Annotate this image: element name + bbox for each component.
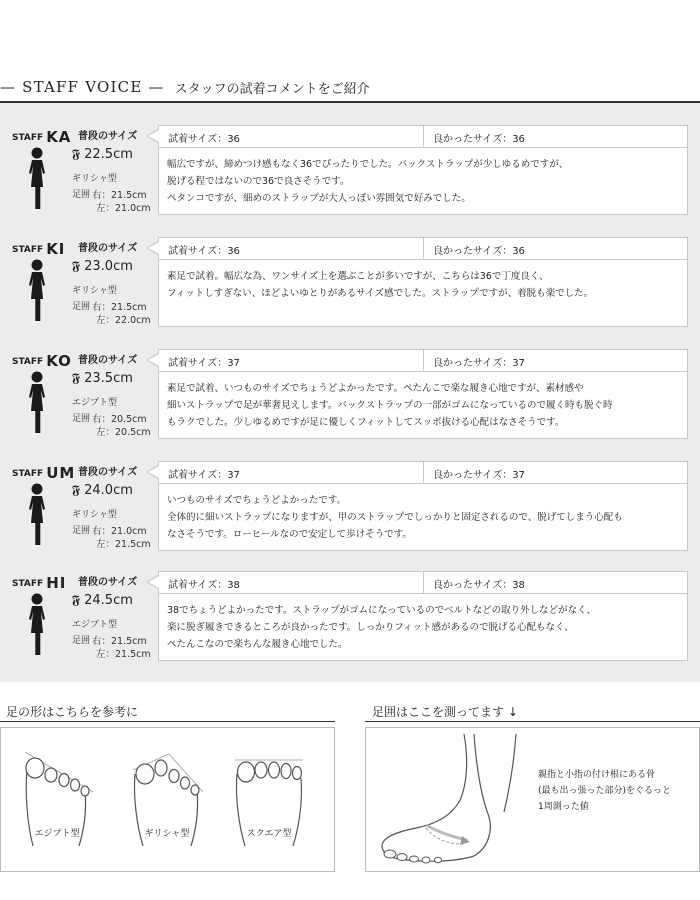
usual-size-number: 23.0cm bbox=[84, 259, 133, 274]
comment-header bbox=[159, 238, 687, 260]
girth-right: 右：20.5cm bbox=[92, 414, 147, 425]
girth-measure-line: 1周測った値 bbox=[538, 802, 589, 812]
comment-line: 細いストラップで足が華奢見えします。バックストラップの一部がゴムになっているので履く時も脱ぐ時 bbox=[167, 400, 613, 411]
staff-label bbox=[12, 461, 76, 482]
comment-line: なさそうです。ローヒールなので安定して歩けそうです。 bbox=[167, 529, 412, 540]
good-size: 良かったサイズ：36 bbox=[433, 246, 525, 257]
good-size: 良かったサイズ：38 bbox=[433, 580, 525, 591]
usual-size-number: 23.5cm bbox=[84, 371, 133, 386]
trial-size: 試着サイズ：37 bbox=[168, 470, 240, 481]
girth-measure-description bbox=[538, 767, 671, 815]
girth-right: 右：21.0cm bbox=[92, 526, 147, 537]
comment-text bbox=[167, 268, 683, 302]
foot-side-illustration bbox=[376, 732, 526, 870]
usual-size-value bbox=[72, 483, 133, 498]
foot-type: エジプト型 bbox=[72, 620, 118, 630]
woman-icon bbox=[24, 147, 50, 211]
comment-header bbox=[159, 350, 687, 372]
girth-guide bbox=[365, 727, 700, 872]
comment-box bbox=[158, 571, 688, 661]
woman-icon bbox=[24, 593, 50, 657]
usual-size-number: 24.0cm bbox=[84, 483, 133, 498]
girth-measure-line: 親指と小指の付け根にある骨 bbox=[538, 770, 656, 780]
staff-size-info bbox=[72, 461, 152, 565]
usual-size-value bbox=[72, 371, 133, 386]
comment-pointer-fill bbox=[148, 242, 159, 254]
staff-label bbox=[12, 237, 72, 257]
comment-text bbox=[167, 380, 683, 431]
staff-voice-title: — STAFF VOICE — bbox=[0, 78, 165, 96]
usual-size-label: 普段のサイズ bbox=[78, 577, 138, 588]
woman-icon bbox=[24, 371, 50, 435]
staff-word: STAFF bbox=[12, 133, 44, 143]
comment-box bbox=[158, 125, 688, 215]
comment-header bbox=[159, 572, 687, 594]
staff-size-info bbox=[72, 571, 152, 675]
staff-initials: KA bbox=[46, 128, 72, 146]
comment-box bbox=[158, 461, 688, 551]
comment-pointer-fill bbox=[148, 576, 159, 588]
trial-size: 試着サイズ：36 bbox=[168, 134, 240, 145]
usual-size-label: 普段のサイズ bbox=[78, 243, 138, 254]
comment-text bbox=[167, 156, 683, 207]
comment-pointer-fill bbox=[148, 130, 159, 142]
good-size: 良かったサイズ：37 bbox=[433, 470, 525, 481]
usual-size-number: 22.5cm bbox=[84, 147, 133, 162]
comment-header bbox=[159, 462, 687, 484]
staff-size-info bbox=[72, 349, 152, 453]
comment-line: 全体的に細いストラップになりますが、甲のストラップでしっかりと固定されるので、脱げてしまう心配も bbox=[167, 512, 623, 523]
staff-word: STAFF bbox=[12, 357, 44, 367]
staff-initials: KO bbox=[46, 352, 72, 370]
girth-label: 足囲 bbox=[72, 526, 91, 536]
staff-initials: KI bbox=[46, 240, 66, 258]
comment-line: もラクでした。少しゆるめですが足に優しくフィットしてスッポ抜ける心配はなさそうです。 bbox=[167, 417, 565, 428]
comment-box bbox=[158, 349, 688, 439]
girth-label: 足囲 bbox=[72, 414, 91, 424]
foot-shape-title-rule bbox=[0, 721, 335, 722]
comment-line: フィットしすぎない、ほどよいゆとりがあるサイズ感でした。ストラップですが、着脱も楽でした。 bbox=[167, 288, 594, 299]
usual-size-number: 24.5cm bbox=[84, 593, 133, 608]
header-divider bbox=[423, 126, 424, 148]
comment-line: 幅広ですが、締めつけ感もなく36でぴったりでした。バックストラップが少しゆるめですが、 bbox=[167, 159, 569, 170]
staff-entry-hi bbox=[0, 571, 700, 675]
staff-label bbox=[12, 125, 72, 145]
usual-size-label: 普段のサイズ bbox=[78, 467, 138, 478]
foot-mark-icon: 𝕱 bbox=[72, 593, 85, 608]
comment-line: いつものサイズでちょうどよかったです。 bbox=[167, 495, 346, 506]
comment-text bbox=[167, 492, 683, 543]
staff-word: STAFF bbox=[12, 245, 44, 255]
girth-guide-title-rule bbox=[365, 721, 700, 722]
girth-right: 右：21.5cm bbox=[92, 190, 147, 201]
girth-left: 左：21.0cm bbox=[96, 203, 151, 214]
woman-icon bbox=[24, 483, 50, 547]
comment-line: 素足で試着、いつものサイズでちょうどよかったです。ぺたんこで楽な履き心地ですが、素材感や bbox=[167, 383, 584, 394]
comment-line: 楽に脱ぎ履きできるところが良かったです。しっかりフィット感があるので脱げる心配もなく、 bbox=[167, 622, 574, 633]
staff-entry-um bbox=[0, 461, 700, 565]
comment-text bbox=[167, 602, 683, 653]
staff-word: STAFF bbox=[12, 579, 44, 589]
staff-initials: HI bbox=[46, 574, 67, 592]
girth-guide-title: 足囲はここを測ってます ↓ bbox=[372, 705, 518, 719]
usual-size-label: 普段のサイズ bbox=[78, 355, 138, 366]
staff-initials: UM bbox=[46, 464, 76, 482]
staff-label bbox=[12, 571, 72, 591]
foot-mark-icon: 𝕱 bbox=[72, 483, 85, 498]
foot-label-square: スクエア型 bbox=[246, 829, 292, 839]
foot-type: エジプト型 bbox=[72, 398, 118, 408]
header-divider bbox=[423, 238, 424, 260]
foot-shape-title: 足の形はこちらを参考に bbox=[6, 705, 139, 719]
foot-type: ギリシャ型 bbox=[72, 174, 117, 184]
staff-entry-ko bbox=[0, 349, 700, 453]
staff-word: STAFF bbox=[12, 469, 44, 479]
foot-label-greek: ギリシャ型 bbox=[144, 829, 190, 839]
good-size: 良かったサイズ：37 bbox=[433, 358, 525, 369]
header-divider bbox=[423, 572, 424, 594]
woman-icon bbox=[24, 259, 50, 323]
girth-left: 左：21.5cm bbox=[96, 649, 151, 660]
girth-label: 足囲 bbox=[72, 636, 91, 646]
comment-header bbox=[159, 126, 687, 148]
comment-line: 38でちょうどよかったです。ストラップがゴムになっているのでベルトなどの取り外しなどがなく、 bbox=[167, 605, 596, 616]
girth-label: 足囲 bbox=[72, 190, 91, 200]
foot-type: ギリシャ型 bbox=[72, 510, 117, 520]
staff-label bbox=[12, 349, 72, 369]
foot-shape-guide bbox=[0, 727, 335, 872]
girth-right: 右：21.5cm bbox=[92, 636, 147, 647]
foot-mark-icon: 𝕱 bbox=[72, 147, 85, 162]
girth-left: 左：20.5cm bbox=[96, 427, 151, 438]
trial-size: 試着サイズ：38 bbox=[168, 580, 240, 591]
staff-voice-subtitle: スタッフの試着コメントをご紹介 bbox=[174, 81, 370, 97]
usual-size-label: 普段のサイズ bbox=[78, 131, 138, 142]
girth-measure-line: (最も出っ張った部分)をぐるっと bbox=[538, 786, 672, 796]
staff-entry-ka bbox=[0, 125, 700, 229]
trial-size: 試着サイズ：37 bbox=[168, 358, 240, 369]
trial-size: 試着サイズ：36 bbox=[168, 246, 240, 257]
comment-box bbox=[158, 237, 688, 327]
girth-right: 右：21.5cm bbox=[92, 302, 147, 313]
header-divider bbox=[423, 350, 424, 372]
staff-size-info bbox=[72, 125, 152, 229]
comment-pointer-fill bbox=[148, 354, 159, 366]
usual-size-value bbox=[72, 147, 133, 162]
staff-voice-header bbox=[0, 76, 700, 98]
foot-mark-icon: 𝕱 bbox=[72, 259, 85, 274]
usual-size-value bbox=[72, 259, 133, 274]
girth-label: 足囲 bbox=[72, 302, 91, 312]
usual-size-value bbox=[72, 593, 133, 608]
staff-comments-panel bbox=[0, 101, 700, 682]
foot-mark-icon: 𝕱 bbox=[72, 371, 85, 386]
staff-entry-ki bbox=[0, 237, 700, 341]
comment-line: 脱げる程ではないので36で良さそうです。 bbox=[167, 176, 350, 187]
girth-left: 左：21.5cm bbox=[96, 539, 151, 550]
girth-left: 左：22.0cm bbox=[96, 315, 151, 326]
good-size: 良かったサイズ：36 bbox=[433, 134, 525, 145]
comment-line: 素足で試着。幅広な為、ワンサイズ上を選ぶことが多いですが、こちらは36で丁度良く、 bbox=[167, 271, 549, 282]
foot-type: ギリシャ型 bbox=[72, 286, 117, 296]
staff-size-info bbox=[72, 237, 152, 341]
comment-line: ぺたんこなので楽ちんな履き心地でした。 bbox=[167, 639, 348, 650]
foot-label-egyptian: エジプト型 bbox=[34, 829, 80, 839]
header-divider bbox=[423, 462, 424, 484]
comment-pointer-fill bbox=[148, 466, 159, 478]
comment-line: ペタンコですが、細めのストラップが大人っぽい雰囲気で好みでした。 bbox=[167, 193, 471, 204]
